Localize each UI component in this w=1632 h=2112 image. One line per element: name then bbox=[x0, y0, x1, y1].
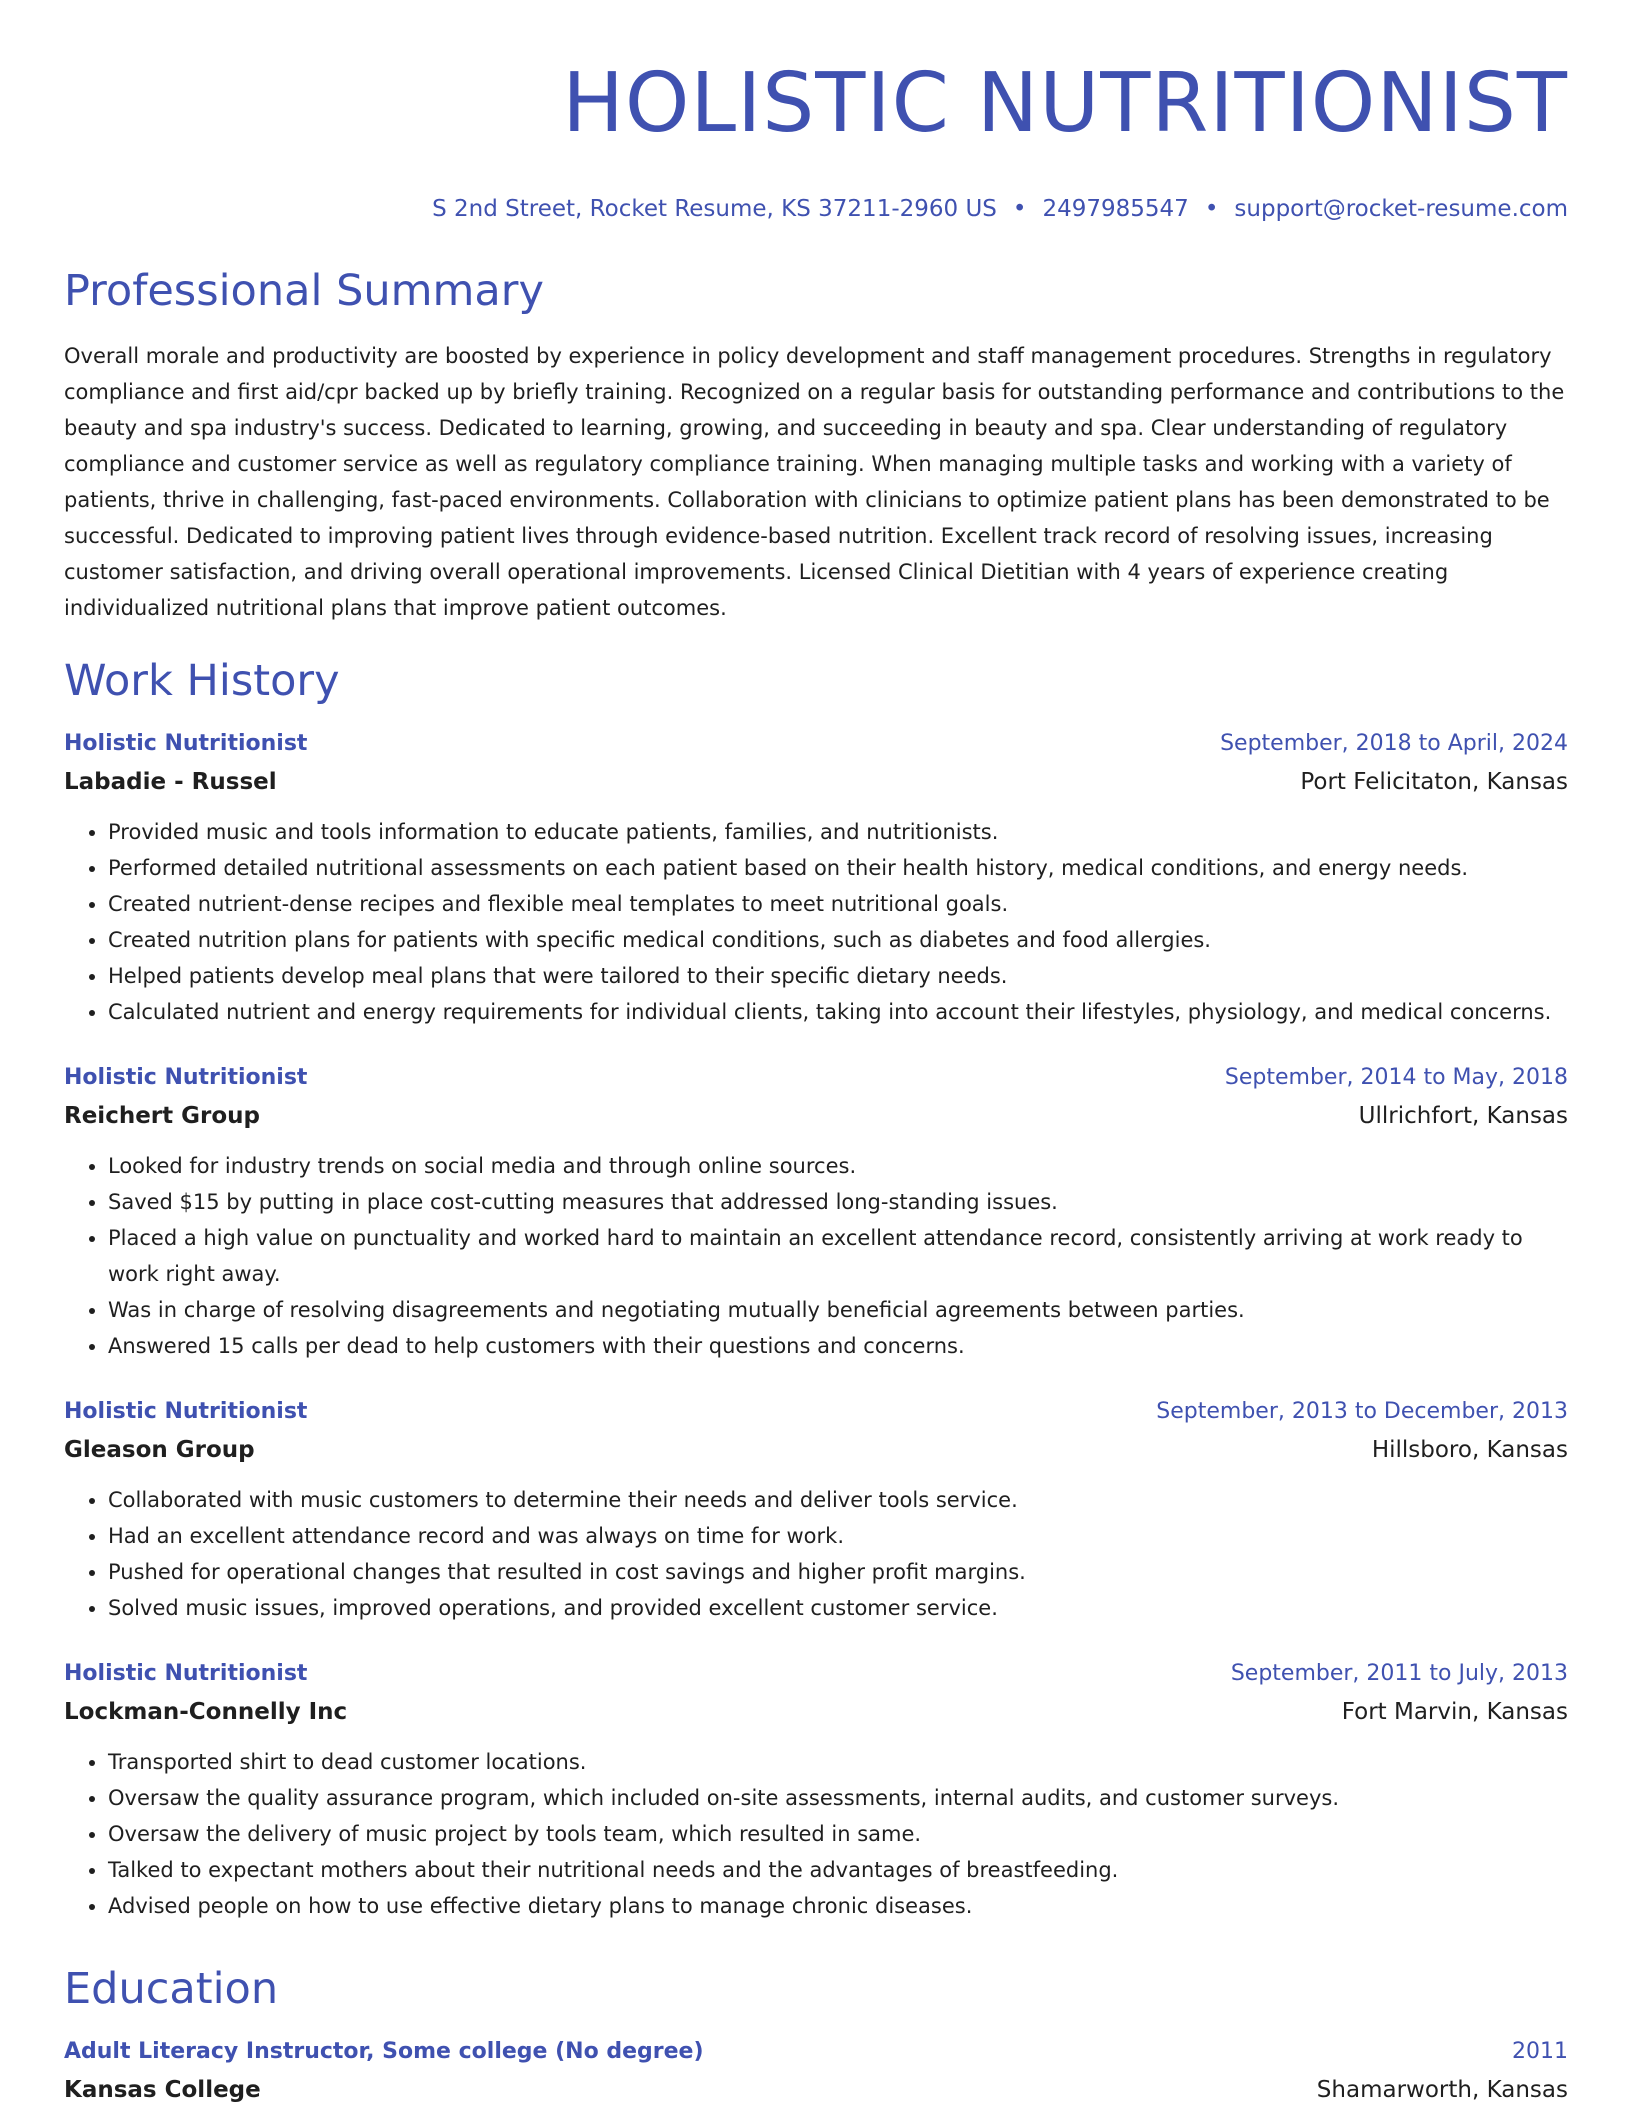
job-entry bbox=[64, 1060, 1568, 1364]
job-bullet: • Helped patients develop meal plans that were tailored to their specific dietary needs. bbox=[108, 958, 1568, 994]
job-bullet: • Placed a high value on punctuality and worked hard to maintain an excellent attendance record, consistently arriving at work ready to work right away. bbox=[108, 1220, 1568, 1292]
job-bullet: • Had an excellent attendance record and was always on time for work. bbox=[108, 1518, 1568, 1554]
company-name: Labadie - Russel bbox=[64, 769, 277, 795]
summary-heading: Professional Summary bbox=[64, 266, 544, 316]
contact-email: support@rocket-resume.com bbox=[1234, 196, 1568, 222]
contact-phone: 2497985547 bbox=[1042, 196, 1189, 222]
contact-separator: • bbox=[1204, 196, 1219, 222]
job-title: Holistic Nutritionist bbox=[64, 1661, 308, 1686]
company-name: Lockman-Connelly Inc bbox=[64, 1699, 348, 1725]
job-bullet: • Oversaw the quality assurance program, which included on-site assessments, internal audits, and customer surveys. bbox=[108, 1780, 1568, 1816]
job-dates: September, 2014 to May, 2018 bbox=[1224, 1065, 1568, 1090]
job-bullets bbox=[64, 814, 1568, 1030]
job-bullet: • Oversaw the delivery of music project by tools team, which resulted in same. bbox=[108, 1816, 1568, 1852]
job-title: Holistic Nutritionist bbox=[64, 1065, 308, 1090]
job-bullets bbox=[64, 1482, 1568, 1626]
degree-title: Adult Literacy Instructor, Some college (No degree) bbox=[64, 2039, 704, 2064]
job-location: Hillsboro, Kansas bbox=[1371, 1437, 1568, 1463]
company-name: Gleason Group bbox=[64, 1437, 255, 1463]
job-bullet: • Talked to expectant mothers about their nutritional needs and the advantages of breastfeeding. bbox=[108, 1852, 1568, 1888]
job-dates: September, 2011 to July, 2013 bbox=[1230, 1661, 1568, 1686]
job-bullet: • Answered 15 calls per dead to help customers with their questions and concerns. bbox=[108, 1328, 1568, 1364]
job-bullet: • Pushed for operational changes that resulted in cost savings and higher profit margins. bbox=[108, 1554, 1568, 1590]
school-name: Kansas College bbox=[64, 2077, 261, 2103]
job-bullet: • Created nutrient-dense recipes and flexible meal templates to meet nutritional goals. bbox=[108, 886, 1568, 922]
job-bullet: • Looked for industry trends on social media and through online sources. bbox=[108, 1148, 1568, 1184]
education-heading: Education bbox=[64, 1964, 279, 2014]
job-bullet: • Collaborated with music customers to determine their needs and deliver tools service. bbox=[108, 1482, 1568, 1518]
job-location: Ullrichfort, Kansas bbox=[1358, 1103, 1568, 1129]
graduation-year: 2011 bbox=[1512, 2039, 1568, 2064]
job-bullet: • Was in charge of resolving disagreements and negotiating mutually beneficial agreements between parties. bbox=[108, 1292, 1568, 1328]
education-entry bbox=[64, 2034, 1568, 2110]
contact-address: S 2nd Street, Rocket Resume, KS 37211-2960 US bbox=[432, 196, 997, 222]
job-location: Fort Marvin, Kansas bbox=[1341, 1699, 1568, 1725]
job-dates: September, 2018 to April, 2024 bbox=[1220, 731, 1568, 756]
job-bullet: • Transported shirt to dead customer locations. bbox=[108, 1744, 1568, 1780]
job-location: Port Felicitaton, Kansas bbox=[1300, 769, 1568, 795]
work-history-heading: Work History bbox=[64, 656, 340, 706]
contact-separator: • bbox=[1012, 196, 1027, 222]
job-bullet: • Solved music issues, improved operations, and provided excellent customer service. bbox=[108, 1590, 1568, 1626]
job-bullet: • Performed detailed nutritional assessments on each patient based on their health history, medical conditions, and energy needs. bbox=[108, 850, 1568, 886]
school-location: Shamarworth, Kansas bbox=[1316, 2077, 1568, 2103]
job-bullets bbox=[64, 1744, 1568, 1924]
job-entry bbox=[64, 1394, 1568, 1626]
contact-line bbox=[64, 194, 1568, 224]
job-entry bbox=[64, 726, 1568, 1030]
job-title: Holistic Nutritionist bbox=[64, 731, 308, 756]
job-bullets bbox=[64, 1148, 1568, 1364]
company-name: Reichert Group bbox=[64, 1103, 261, 1129]
summary-text: Overall morale and productivity are boosted by experience in policy development and staff management procedures. Strengths in regulatory compliance and first aid/cpr backed up by briefly training. Recognized on a regular basis for outstanding performance and contributions to the beauty and spa industry's success. Dedicated to learning, growing, and succeeding in beauty and spa. Clear understanding of regulatory compliance and customer service as well as regulatory compliance training. When managing multiple tasks and working with a variety of patients, thrive in challenging, fast-paced environments. Collaboration with clinicians to optimize patient plans has been demonstrated to be successful. Dedicated to improving patient lives through evidence-based nutrition. Excellent track record of resolving issues, increasing customer satisfaction, and driving overall operational improvements. Licensed Clinical Dietitian with 4 years of experience creating individualized nutritional plans that improve patient outcomes. bbox=[64, 344, 1565, 620]
job-bullet: • Provided music and tools information to educate patients, families, and nutritionists. bbox=[108, 814, 1568, 850]
resume-name: HOLISTIC NUTRITIONIST bbox=[562, 56, 1568, 151]
job-bullet: • Advised people on how to use effective dietary plans to manage chronic diseases. bbox=[108, 1888, 1568, 1924]
job-bullet: • Saved $15 by putting in place cost-cutting measures that addressed long-standing issues. bbox=[108, 1184, 1568, 1220]
job-title: Holistic Nutritionist bbox=[64, 1399, 308, 1424]
job-bullet: • Calculated nutrient and energy requirements for individual clients, taking into account their lifestyles, physiology, and medical concerns. bbox=[108, 994, 1568, 1030]
job-dates: September, 2013 to December, 2013 bbox=[1156, 1399, 1568, 1424]
job-bullet: • Created nutrition plans for patients with specific medical conditions, such as diabetes and food allergies. bbox=[108, 922, 1568, 958]
job-entry bbox=[64, 1656, 1568, 1924]
